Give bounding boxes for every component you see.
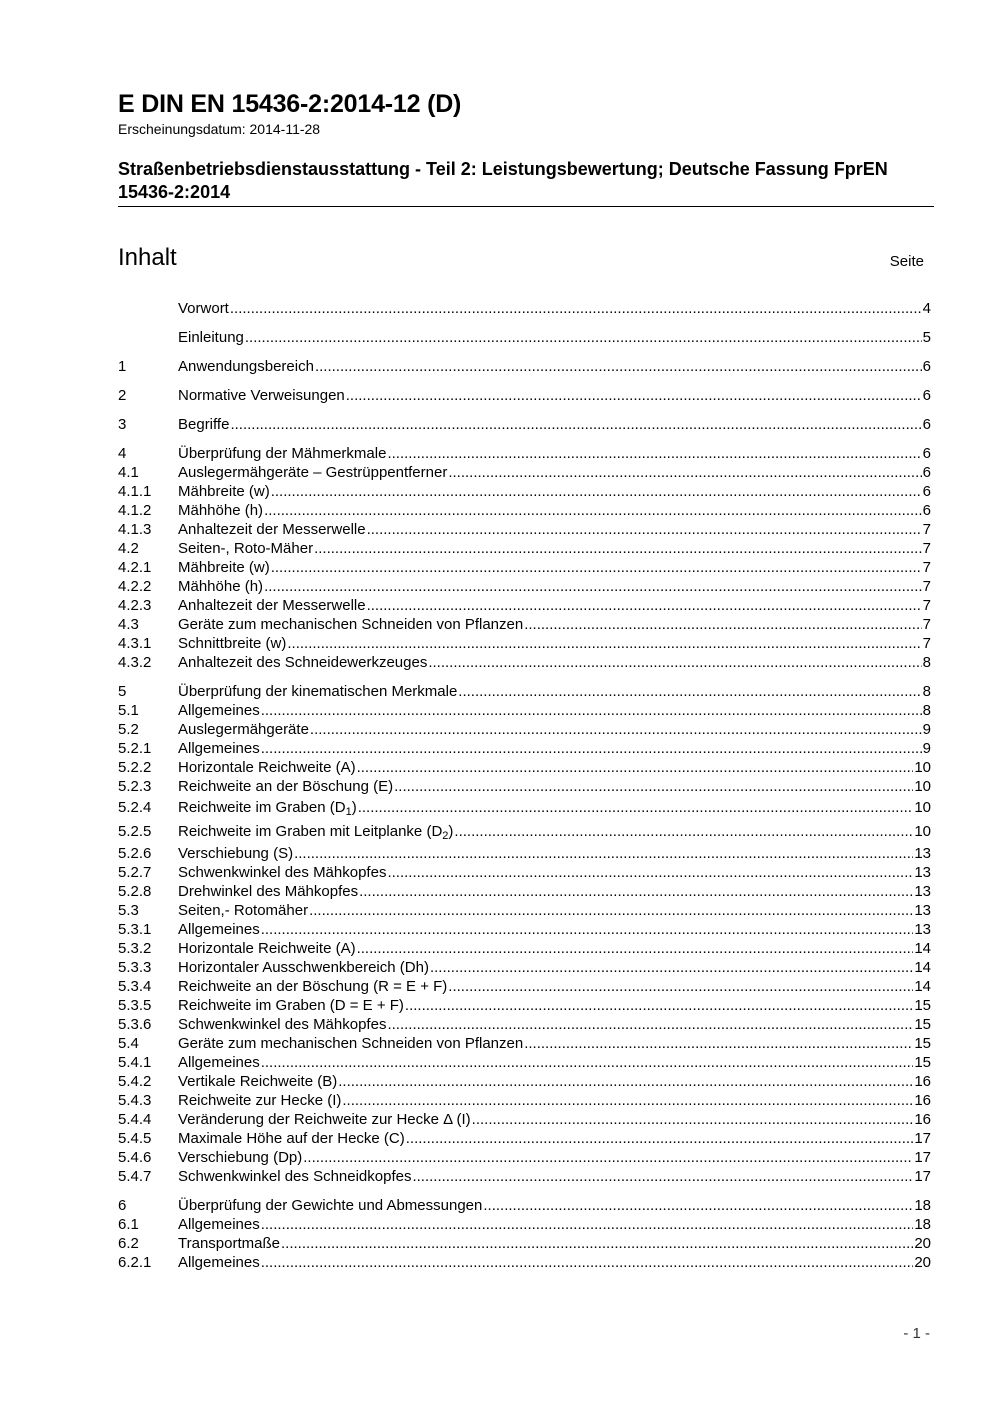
toc-entry-number: 2 — [118, 387, 127, 404]
toc-entry-title-text: Horizontaler Ausschwenkbereich (Dh) — [178, 959, 429, 976]
toc-entry-page: 6 — [922, 502, 931, 519]
toc-entry-number: 4.2.2 — [118, 578, 152, 595]
toc-entry-page: 7 — [922, 597, 931, 614]
toc-entry-title-text: Anwendungsbereich — [178, 358, 314, 375]
toc-entry-page: 17 — [914, 1168, 931, 1185]
toc-entry-page: 8 — [922, 654, 931, 671]
toc-entry-number: 5.1 — [118, 702, 139, 719]
toc-dot-leader — [359, 882, 913, 901]
toc-entry[interactable] — [118, 1034, 931, 1053]
toc-dot-leader — [315, 357, 922, 376]
toc-entry[interactable] — [118, 701, 931, 720]
toc-entry-number: 5.3.5 — [118, 997, 152, 1014]
toc-entry[interactable] — [118, 777, 931, 796]
toc-dot-leader — [448, 463, 921, 482]
toc-entry[interactable] — [118, 1148, 931, 1167]
toc-entry-title — [178, 1015, 386, 1034]
toc-entry-number: 5.3.2 — [118, 940, 152, 957]
toc-entry-number: 5.2.8 — [118, 883, 152, 900]
toc-entry[interactable] — [118, 444, 931, 463]
toc-entry[interactable] — [118, 539, 931, 558]
toc-entry-title-text: Geräte zum mechanischen Schneiden von Pflanzen — [178, 616, 524, 633]
toc-entry-number: 5.4.2 — [118, 1073, 152, 1090]
toc-entry-title — [178, 758, 356, 777]
toc-entry-title-text: Allgemeines — [178, 702, 260, 719]
toc-entry-title — [178, 920, 260, 939]
toc-heading: Inhalt — [118, 244, 177, 271]
toc-dot-leader — [394, 777, 913, 796]
toc-entry-title — [178, 882, 358, 901]
toc-dot-leader — [524, 615, 921, 634]
toc-entry-title-text: Anhaltezeit der Messerwelle — [178, 597, 366, 614]
toc-entry-page: 15 — [914, 997, 931, 1014]
toc-entry-title — [178, 1215, 260, 1234]
toc-entry-page: 7 — [922, 616, 931, 633]
toc-entry-title — [178, 444, 386, 463]
toc-entry[interactable] — [118, 1196, 931, 1215]
toc-entry-title — [178, 820, 453, 844]
toc-entry-title — [178, 1196, 482, 1215]
toc-entry-title-text: Allgemeines — [178, 1216, 260, 1233]
toc-entry-page: 18 — [914, 1197, 931, 1214]
toc-entry-page: 9 — [922, 721, 931, 738]
toc-entry-page: 9 — [922, 740, 931, 757]
toc-entry-number: 5.2.3 — [118, 778, 152, 795]
toc-entry-number: 5.2.5 — [118, 823, 152, 840]
toc-entry-number: 5.4.4 — [118, 1111, 152, 1128]
toc-entry-number: 5.3.4 — [118, 978, 152, 995]
toc-entry-number: 3 — [118, 416, 127, 433]
toc-dot-leader — [357, 758, 914, 777]
toc-dot-leader — [309, 901, 913, 920]
toc-entry-title-suffix: ) — [351, 799, 357, 816]
toc-dot-leader — [524, 1034, 913, 1053]
toc-entry-title-text: Vorwort — [178, 300, 229, 317]
toc-entry[interactable] — [118, 720, 931, 739]
toc-entry-number: 4.2.3 — [118, 597, 152, 614]
toc-entry-title-text: Vertikale Reichweite (B) — [178, 1073, 338, 1090]
toc-entry-title-text: Mähhöhe (h) — [178, 502, 264, 519]
toc-entry-title-text: Verschiebung (S) — [178, 845, 294, 862]
toc-entry-title-text: Auslegermähgeräte — [178, 721, 309, 738]
toc-entry-number: 4.3.2 — [118, 654, 152, 671]
toc-entry-title — [178, 901, 308, 920]
toc-entry[interactable] — [118, 758, 931, 777]
toc-entry[interactable] — [118, 1053, 931, 1072]
toc-dot-leader — [472, 1110, 914, 1129]
toc-entry-page: 14 — [914, 959, 931, 976]
toc-entry[interactable] — [118, 796, 931, 820]
toc-entry-page: 13 — [914, 845, 931, 862]
toc-dot-leader — [430, 958, 913, 977]
toc-entry-title-text: Reichweite im Graben mit Leitplanke (D — [178, 823, 443, 840]
toc-entry-title — [178, 1053, 260, 1072]
toc-entry-title-text: Normative Verweisungen — [178, 387, 345, 404]
toc-entry[interactable] — [118, 1110, 931, 1129]
toc-entry[interactable] — [118, 634, 931, 653]
toc-entry-title-text: Allgemeines — [178, 1054, 260, 1071]
toc-entry-title — [178, 653, 427, 672]
toc-entry-title-text: Verschiebung (Dp) — [178, 1149, 303, 1166]
toc-entry-number: 4.2 — [118, 540, 139, 557]
toc-entry-title — [178, 520, 366, 539]
toc-dot-leader — [261, 1053, 914, 1072]
toc-dot-leader — [281, 1234, 913, 1253]
toc-entry-number: 5.3 — [118, 902, 139, 919]
toc-entry-title-text: Seiten,- Rotomäher — [178, 902, 309, 919]
toc-entry-page: 16 — [914, 1073, 931, 1090]
toc-entry[interactable] — [118, 299, 931, 318]
toc-entry-number: 5.2.1 — [118, 740, 152, 757]
toc-entry-number: 5.4.6 — [118, 1149, 152, 1166]
toc-entry-page: 17 — [914, 1149, 931, 1166]
toc-entry[interactable] — [118, 615, 931, 634]
toc-dot-leader — [367, 596, 922, 615]
toc-dot-leader — [358, 796, 914, 820]
toc-entry[interactable] — [118, 415, 931, 434]
toc-dot-leader — [310, 720, 922, 739]
toc-entry-title — [178, 539, 313, 558]
toc-entry-page: 6 — [922, 358, 931, 375]
toc-entry-title — [178, 682, 457, 701]
toc-entry-page: 18 — [914, 1216, 931, 1233]
toc-entry-title — [178, 558, 270, 577]
toc-entry-page: 13 — [914, 864, 931, 881]
toc-entry[interactable] — [118, 463, 931, 482]
toc-entry-number: 5.2 — [118, 721, 139, 738]
toc-entry-title — [178, 577, 263, 596]
toc-dot-leader — [387, 863, 913, 882]
toc-entry[interactable] — [118, 958, 931, 977]
toc-entry-title-text: Maximale Höhe auf der Hecke (C) — [178, 1130, 405, 1147]
toc-dot-leader — [405, 996, 913, 1015]
toc-entry-number: 5.2.4 — [118, 799, 152, 816]
toc-entry-page: 7 — [922, 559, 931, 576]
toc-entry-page: 6 — [922, 416, 931, 433]
toc-entry-page: 20 — [914, 1235, 931, 1252]
toc-entry-number: 4.3.1 — [118, 635, 152, 652]
toc-entry-title-text: Überprüfung der Gewichte und Abmessungen — [178, 1197, 483, 1214]
toc-entry[interactable] — [118, 920, 931, 939]
toc-dot-leader — [448, 977, 913, 996]
toc-entry-page: 6 — [922, 464, 931, 481]
toc-entry-title — [178, 701, 260, 720]
toc-dot-leader — [271, 482, 922, 501]
toc-entry[interactable] — [118, 1253, 931, 1272]
toc-entry-number: 5.2.7 — [118, 864, 152, 881]
toc-entry-title-text: Drehwinkel des Mähkopfes — [178, 883, 359, 900]
toc-entry-title — [178, 357, 314, 376]
toc-entry-number: 5.4.7 — [118, 1168, 152, 1185]
toc-entry[interactable] — [118, 977, 931, 996]
toc-dot-leader — [483, 1196, 913, 1215]
toc-entry-title — [178, 299, 229, 318]
toc-entry[interactable] — [118, 501, 931, 520]
toc-dot-leader — [303, 1148, 913, 1167]
toc-entry-page: 7 — [922, 521, 931, 538]
toc-entry-page: 7 — [922, 578, 931, 595]
table-of-contents — [118, 299, 931, 1272]
toc-entry-title-text: Mähbreite (w) — [178, 483, 270, 500]
footer-page-number: - 1 - — [903, 1325, 930, 1342]
toc-entry-page: 13 — [914, 921, 931, 938]
toc-entry-page: 6 — [922, 445, 931, 462]
toc-entry-title-text: Seiten-, Roto-Mäher — [178, 540, 314, 557]
toc-entry-title — [178, 977, 447, 996]
toc-entry[interactable] — [118, 1129, 931, 1148]
toc-dot-leader — [412, 1167, 913, 1186]
toc-dot-leader — [264, 501, 922, 520]
toc-entry-title-text: Schwenkwinkel des Schneidkopfes — [178, 1168, 412, 1185]
toc-entry-title-text: Veränderung der Reichweite zur Hecke Δ (I) — [178, 1111, 471, 1128]
toc-dot-leader — [287, 634, 921, 653]
toc-entry-title — [178, 958, 429, 977]
toc-entry-title-text: Überprüfung der Mähmerkmale — [178, 445, 387, 462]
toc-entry-title-text: Horizontale Reichweite (A) — [178, 940, 356, 957]
toc-entry[interactable] — [118, 1072, 931, 1091]
toc-entry-title — [178, 1072, 337, 1091]
toc-entry-title-text: Auslegermähgeräte – Gestrüppentferner — [178, 464, 448, 481]
toc-entry-number: 5 — [118, 683, 127, 700]
toc-dot-leader — [261, 739, 922, 758]
toc-entry[interactable] — [118, 482, 931, 501]
toc-entry-title-text: Reichweite an der Böschung (R = E + F) — [178, 978, 448, 995]
toc-dot-leader — [387, 1015, 913, 1034]
toc-dot-leader — [294, 844, 913, 863]
toc-entry-page: 14 — [914, 940, 931, 957]
toc-entry-title — [178, 501, 263, 520]
toc-entry-title — [178, 328, 244, 347]
toc-entry-page: 7 — [922, 635, 931, 652]
toc-entry-page: 15 — [914, 1054, 931, 1071]
toc-entry-title — [178, 415, 229, 434]
toc-entry-title-text: Anhaltezeit der Messerwelle — [178, 521, 366, 538]
issue-date: Erscheinungsdatum: 2014-11-28 — [118, 121, 321, 137]
toc-entry[interactable] — [118, 577, 931, 596]
toc-entry-title — [178, 386, 345, 405]
document-number: E DIN EN 15436-2:2014-12 (D) — [118, 90, 462, 118]
toc-entry-title — [178, 939, 356, 958]
toc-entry-subscript: 1 — [345, 806, 352, 818]
toc-entry-number: 5.2.6 — [118, 845, 152, 862]
toc-entry-page: 4 — [922, 300, 931, 317]
toc-entry-title — [178, 463, 447, 482]
toc-entry-page: 15 — [914, 1016, 931, 1033]
toc-entry-title-suffix: ) — [448, 823, 454, 840]
toc-entry-page: 16 — [914, 1092, 931, 1109]
toc-entry-title-text: Horizontale Reichweite (A) — [178, 759, 356, 776]
toc-entry-number: 5.4 — [118, 1035, 139, 1052]
toc-entry-title — [178, 796, 357, 820]
toc-entry-page: 6 — [922, 387, 931, 404]
toc-entry-page: 8 — [922, 683, 931, 700]
toc-entry-page: 10 — [914, 823, 931, 840]
toc-entry-title-text: Geräte zum mechanischen Schneiden von Pflanzen — [178, 1035, 524, 1052]
toc-entry-title — [178, 1167, 411, 1186]
toc-entry-title — [178, 739, 260, 758]
toc-dot-leader — [338, 1072, 913, 1091]
toc-entry-page: 8 — [922, 702, 931, 719]
toc-entry-title-text: Reichweite im Graben (D — [178, 799, 346, 816]
toc-entry-title-text: Allgemeines — [178, 1254, 260, 1271]
toc-entry[interactable] — [118, 844, 931, 863]
toc-entry-page: 7 — [922, 540, 931, 557]
toc-entry-title — [178, 777, 393, 796]
toc-entry[interactable] — [118, 386, 931, 405]
toc-entry-page: 20 — [914, 1254, 931, 1271]
toc-dot-leader — [245, 328, 922, 347]
toc-entry[interactable] — [118, 328, 931, 347]
toc-entry-page: 10 — [914, 778, 931, 795]
toc-entry-page: 14 — [914, 978, 931, 995]
toc-entry-number: 5.3.6 — [118, 1016, 152, 1033]
toc-entry[interactable] — [118, 653, 931, 672]
toc-entry[interactable] — [118, 863, 931, 882]
toc-dot-leader — [346, 386, 922, 405]
toc-entry-title — [178, 1253, 260, 1272]
toc-dot-leader — [261, 1253, 914, 1272]
toc-entry-number: 6.1 — [118, 1216, 139, 1233]
toc-dot-leader — [230, 415, 921, 434]
toc-entry-title-text: Mähhöhe (h) — [178, 578, 264, 595]
toc-entry-title-text: Reichweite im Graben (D = E + F) — [178, 997, 404, 1014]
toc-dot-leader — [271, 558, 922, 577]
toc-entry[interactable] — [118, 739, 931, 758]
toc-entry-page: 13 — [914, 902, 931, 919]
toc-dot-leader — [458, 682, 921, 701]
toc-entry-number: 5.2.2 — [118, 759, 152, 776]
toc-entry-number: 5.4.5 — [118, 1130, 152, 1147]
toc-dot-leader — [261, 1215, 914, 1234]
toc-entry-title-text: Einleitung — [178, 329, 244, 346]
toc-entry-title — [178, 720, 309, 739]
toc-entry[interactable] — [118, 820, 931, 844]
toc-entry-title — [178, 996, 404, 1015]
toc-dot-leader — [261, 920, 914, 939]
toc-entry[interactable] — [118, 882, 931, 901]
toc-entry-number: 4.1.2 — [118, 502, 152, 519]
toc-dot-leader — [264, 577, 922, 596]
document-subject: Straßenbetriebsdienstausstattung - Teil 2: Leistungsbewertung; Deutsche Fassung FprEN 15436-2:2014 — [118, 159, 888, 202]
toc-entry-title-text: Mähbreite (w) — [178, 559, 270, 576]
toc-entry-number: 5.4.3 — [118, 1092, 152, 1109]
toc-entry-number: 6 — [118, 1197, 127, 1214]
toc-dot-leader — [406, 1129, 914, 1148]
toc-entry-number: 1 — [118, 358, 127, 375]
toc-entry[interactable] — [118, 682, 931, 701]
toc-entry-page: 10 — [914, 759, 931, 776]
toc-entry-title-text: Schwenkwinkel des Mähkopfes — [178, 864, 387, 881]
toc-entry-number: 4.2.1 — [118, 559, 152, 576]
toc-entry-title — [178, 1234, 280, 1253]
toc-entry[interactable] — [118, 357, 931, 376]
toc-dot-leader — [428, 653, 921, 672]
toc-entry-title — [178, 863, 386, 882]
toc-entry-number: 4.3 — [118, 616, 139, 633]
toc-entry-page: 17 — [914, 1130, 931, 1147]
page-column-label: Seite — [889, 253, 924, 270]
toc-entry[interactable] — [118, 1167, 931, 1186]
toc-entry-title-text: Schnittbreite (w) — [178, 635, 287, 652]
toc-entry-title-text: Anhaltezeit des Schneidewerkzeuges — [178, 654, 428, 671]
toc-entry[interactable] — [118, 520, 931, 539]
header-divider — [118, 206, 934, 207]
toc-entry-title-text: Reichweite an der Böschung (E) — [178, 778, 394, 795]
toc-entry-page: 10 — [914, 799, 931, 816]
toc-entry-page: 15 — [914, 1035, 931, 1052]
toc-entry-number: 5.3.3 — [118, 959, 152, 976]
toc-entry-title — [178, 482, 270, 501]
toc-entry[interactable] — [118, 1015, 931, 1034]
toc-entry-number: 5.3.1 — [118, 921, 152, 938]
toc-entry-page: 13 — [914, 883, 931, 900]
toc-entry-title — [178, 1034, 523, 1053]
toc-entry-page: 5 — [922, 329, 931, 346]
toc-entry-title-text: Reichweite zur Hecke (I) — [178, 1092, 342, 1109]
toc-entry[interactable] — [118, 901, 931, 920]
toc-dot-leader — [454, 820, 913, 844]
toc-dot-leader — [314, 539, 922, 558]
toc-entry-title-text: Allgemeines — [178, 740, 260, 757]
toc-entry[interactable] — [118, 996, 931, 1015]
toc-entry-title — [178, 615, 523, 634]
toc-entry-number: 6.2.1 — [118, 1254, 152, 1271]
toc-entry-subscript: 2 — [442, 830, 449, 842]
toc-entry-title — [178, 634, 286, 653]
toc-dot-leader — [230, 299, 922, 318]
toc-entry[interactable] — [118, 558, 931, 577]
toc-entry[interactable] — [118, 939, 931, 958]
toc-dot-leader — [357, 939, 914, 958]
toc-dot-leader — [342, 1091, 913, 1110]
toc-entry-title-text: Schwenkwinkel des Mähkopfes — [178, 1016, 387, 1033]
toc-entry-page: 6 — [922, 483, 931, 500]
toc-entry-number: 4 — [118, 445, 127, 462]
toc-dot-leader — [367, 520, 922, 539]
toc-entry-number: 6.2 — [118, 1235, 139, 1252]
toc-entry-number: 4.1.1 — [118, 483, 152, 500]
toc-entry-page: 16 — [914, 1111, 931, 1128]
toc-dot-leader — [387, 444, 921, 463]
toc-entry-title — [178, 1110, 471, 1129]
toc-entry-title-text: Allgemeines — [178, 921, 260, 938]
toc-entry-title — [178, 1129, 405, 1148]
toc-entry[interactable] — [118, 1091, 931, 1110]
toc-entry-title — [178, 844, 293, 863]
toc-entry-number: 4.1 — [118, 464, 139, 481]
toc-entry-number: 5.4.1 — [118, 1054, 152, 1071]
toc-entry[interactable] — [118, 1215, 931, 1234]
toc-entry[interactable] — [118, 596, 931, 615]
toc-entry[interactable] — [118, 1234, 931, 1253]
toc-entry-title — [178, 1148, 302, 1167]
toc-dot-leader — [261, 701, 922, 720]
toc-entry-title — [178, 1091, 341, 1110]
toc-entry-number: 4.1.3 — [118, 521, 152, 538]
toc-entry-title-text: Überprüfung der kinematischen Merkmale — [178, 683, 458, 700]
toc-entry-title-text: Transportmaße — [178, 1235, 280, 1252]
toc-entry-title-text: Begriffe — [178, 416, 230, 433]
toc-entry-title — [178, 596, 366, 615]
